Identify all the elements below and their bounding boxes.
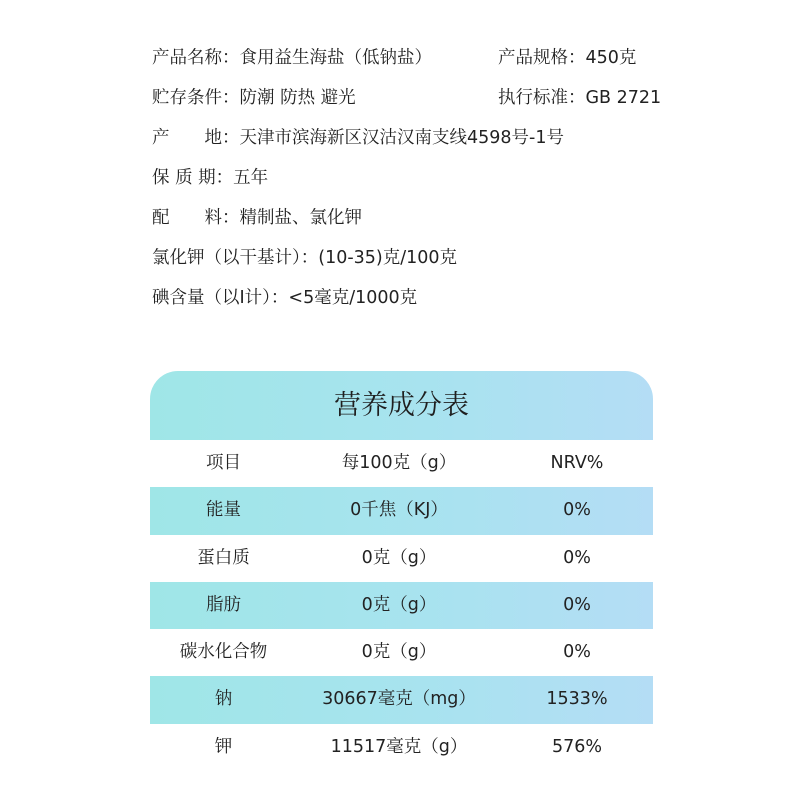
storage-label: 贮存条件： <box>152 88 240 108</box>
info-row-iodine <box>152 282 712 322</box>
nutrient-name: 蛋白质 <box>197 547 250 568</box>
nutrition-header-row <box>150 440 653 487</box>
kcl-value: (10-35)克/100克 <box>318 248 458 268</box>
nutrition-title: 营养成分表 <box>150 371 653 440</box>
nutrient-amount: 0克（g） <box>361 547 437 568</box>
table-row <box>150 487 653 534</box>
info-row-name <box>152 42 712 82</box>
iodine-value: <5毫克/1000克 <box>288 288 418 308</box>
table-row <box>150 676 653 723</box>
nutrient-nrv: 0% <box>563 500 591 521</box>
nutrient-nrv: 0% <box>563 547 591 568</box>
nutrient-amount: 0克（g） <box>361 642 437 663</box>
ingredients-label: 配 料： <box>152 208 240 228</box>
header-nrv: NRV% <box>550 453 604 473</box>
standard-field <box>498 82 661 114</box>
ingredients-value: 精制盐、氯化钾 <box>239 208 362 228</box>
nutrient-amount: 11517毫克（g） <box>330 736 468 757</box>
product-info <box>152 42 712 322</box>
spec-label: 产品规格： <box>498 48 586 68</box>
product-name-label: 产品名称： <box>152 48 240 68</box>
info-row-kcl <box>152 242 712 282</box>
nutrient-amount: 0克（g） <box>361 594 437 615</box>
nutrient-nrv: 0% <box>563 594 591 615</box>
nutrient-nrv: 0% <box>563 642 591 663</box>
origin-label: 产 地： <box>152 128 240 148</box>
info-row-storage <box>152 82 712 122</box>
nutrient-amount: 0千焦（KJ） <box>350 500 448 521</box>
info-row-shelf-life <box>152 162 712 202</box>
table-row <box>150 629 653 676</box>
origin-value: 天津市滨海新区汉沽汉南支线4598号-1号 <box>239 128 564 148</box>
nutrient-name: 碳水化合物 <box>179 642 268 663</box>
nutrient-name: 钠 <box>214 689 233 710</box>
nutrient-nrv: 576% <box>551 736 603 757</box>
header-per-100g: 每100克（g） <box>341 453 457 473</box>
nutrient-name: 能量 <box>206 500 241 521</box>
info-row-origin <box>152 122 712 162</box>
nutrient-nrv: 1533% <box>546 689 608 710</box>
table-row <box>150 724 653 771</box>
standard-label: 执行标准： <box>498 88 586 108</box>
kcl-label: 氯化钾（以干基计）： <box>152 248 319 268</box>
table-row <box>150 582 653 629</box>
iodine-label: 碘含量（以I计）： <box>152 288 289 308</box>
shelf-life-label: 保 质 期： <box>152 168 234 188</box>
product-name-value: 食用益生海盐（低钠盐） <box>239 48 432 68</box>
storage-value: 防潮 防热 避光 <box>239 88 356 108</box>
spec-value: 450克 <box>585 48 637 68</box>
nutrient-name: 钾 <box>214 736 233 757</box>
nutrition-table <box>150 371 653 771</box>
nutrient-name: 脂肪 <box>206 594 241 615</box>
info-row-ingredients <box>152 202 712 242</box>
table-row <box>150 535 653 582</box>
shelf-life-value: 五年 <box>233 168 269 188</box>
standard-value: GB 2721 <box>585 88 662 108</box>
header-item: 项目 <box>206 453 241 473</box>
nutrient-amount: 30667毫克（mg） <box>322 689 476 710</box>
spec-field <box>498 42 636 74</box>
